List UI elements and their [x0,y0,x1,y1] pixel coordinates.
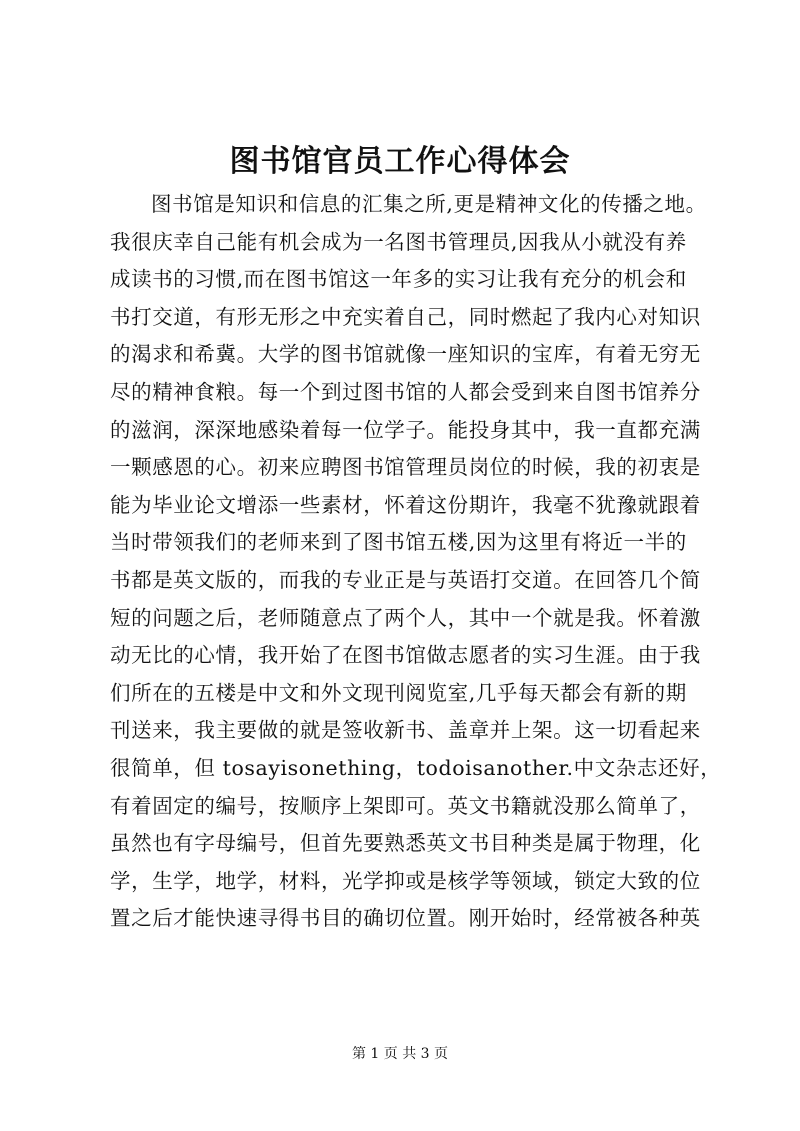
text-line: 虽然也有字母编号，但首先要熟悉英文书目种类是属于物理，化 [110,831,701,856]
text-line: 有着固定的编号，按顺序上架即可。英文书籍就没那么简单了， [110,793,701,818]
text-line: 动无比的心情，我开始了在图书馆做志愿者的实习生涯。由于我 [110,643,701,668]
text-line: 学，生学，地学，材料，光学抑或是核学等领域，锁定大致的位 [110,868,701,893]
text-line: 的渴求和希冀。大学的图书馆就像一座知识的宝库，有着无穷无 [110,342,701,367]
text-line: 一颗感恩的心。初来应聘图书馆管理员岗位的时候，我的初衷是 [110,455,701,480]
text-line: 置之后才能快速寻得书目的确切位置。刚开始时，经常被各种英 [110,906,701,931]
text-line: 尽的精神食粮。每一个到过图书馆的人都会受到来自图书馆养分 [110,379,701,404]
text-line: 们所在的五楼是中文和外文现刊阅览室,几乎每天都会有新的期 [110,680,687,705]
text-line: 的滋润，深深地感染着每一位学子。能投身其中，我一直都充满 [110,417,701,442]
body-text [110,186,722,938]
text-line: 刊送来，我主要做的就是签收新书、盖章并上架。这一切看起来 [110,718,701,743]
text-line: 成读书的习惯,而在图书馆这一年多的实习让我有充分的机会和 [110,267,687,292]
text-line: 很简单，但 tosayisonething，todoisanother.中文杂志还好， [110,755,722,780]
page-number: 第 1 页 共 3 页 [351,1046,449,1062]
text-line: 书打交道，有形无形之中充实着自己，同时燃起了我内心对知识 [110,304,701,329]
page-footer [0,1044,800,1064]
text-line: 我很庆幸自己能有机会成为一名图书管理员,因我从小就没有养 [110,229,687,254]
text-line: 当时带领我们的老师来到了图书馆五楼,因为这里有将近一半的 [110,530,687,555]
text-line: 书都是英文版的，而我的专业正是与英语打交道。在回答几个简 [110,567,701,592]
page-title: 图书馆官员工作心得体会 [229,144,571,179]
text-line: 短的问题之后，老师随意点了两个人，其中一个就是我。怀着激 [110,605,701,630]
text-line: 能为毕业论文增添一些素材，怀着这份期许，我毫不犹豫就跟着 [110,492,701,517]
text-line: 图书馆是知识和信息的汇集之所,更是精神文化的传播之地。 [151,192,707,216]
